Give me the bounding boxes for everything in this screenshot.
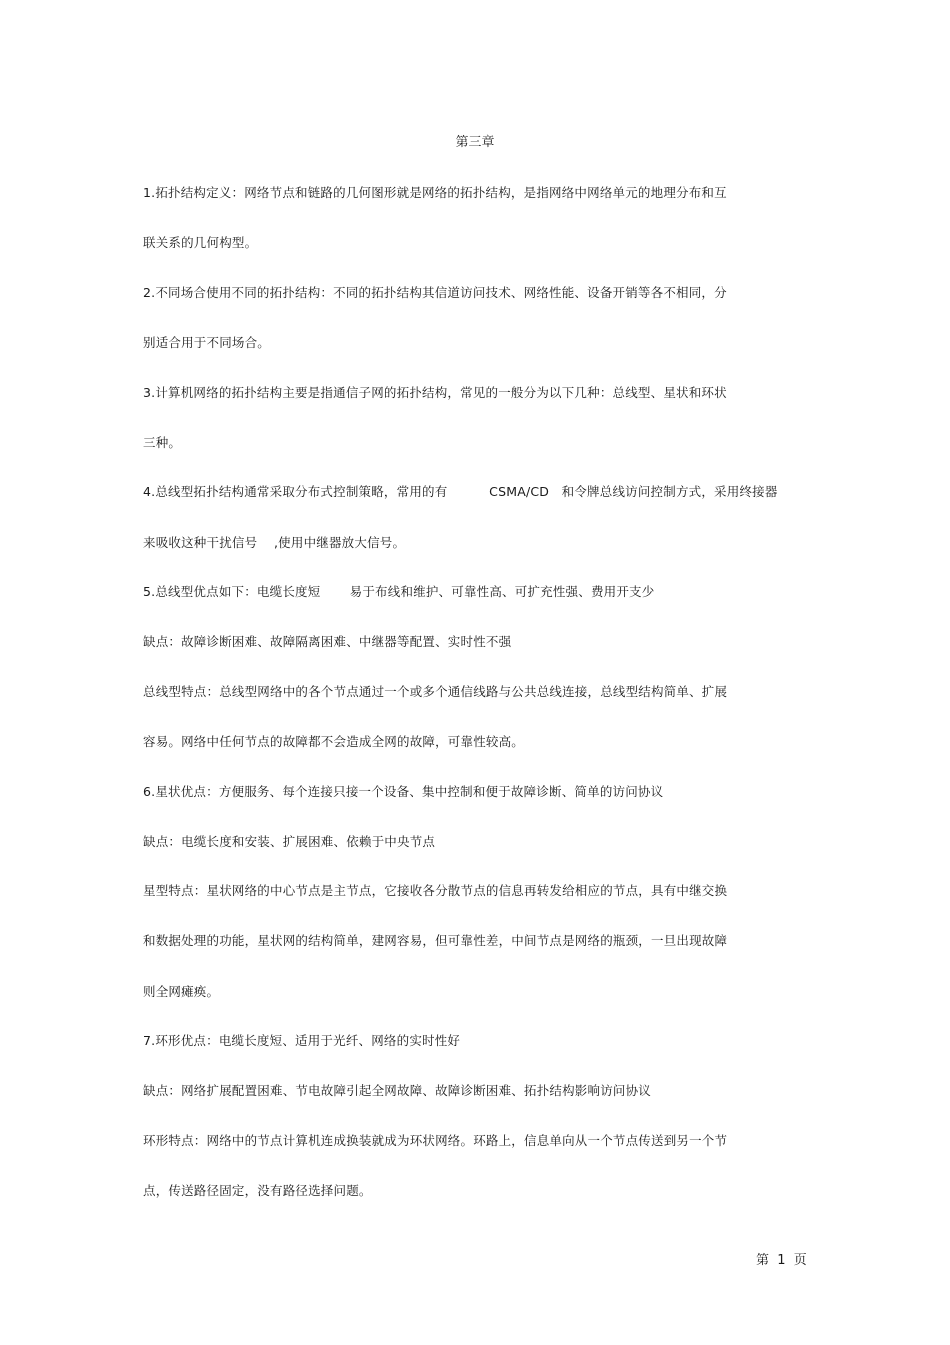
text-line-20: 环形特点：网络中的节点计算机连成换装就成为环状网络。环路上，信息单向从一个节点传送到另一个节 <box>143 1133 728 1148</box>
text-line-10: 缺点：故障诊断困难、故障隔离困难、中继器等配置、实时性不强 <box>143 634 512 649</box>
chapter-title: 第三章 <box>455 135 495 150</box>
page-number: 第 1 页 <box>756 1253 807 1268</box>
text-line-17: 则全网瘫痪。 <box>143 984 220 999</box>
text-line-13: 6.星状优点：方便服务、每个连接只接一个设备、集中控制和便于故障诊断、简单的访问协议 <box>143 784 664 799</box>
text-line-8: 来吸收这种干扰信号 ,使用中继器放大信号。 <box>143 535 406 550</box>
text-line-1: 1.拓扑结构定义：网络节点和链路的几何图形就是网络的拓扑结构，是指网络中网络单元的地理分布和互 <box>143 185 727 200</box>
text-line-2: 联关系的几何构型。 <box>143 235 258 250</box>
text-line-15: 星型特点：星状网络的中心节点是主节点，它接收各分散节点的信息再转发给相应的节点，具有中继交换 <box>143 883 728 898</box>
text-line-11: 总线型特点：总线型网络中的各个节点通过一个或多个通信线路与公共总线连接，总线型结构简单、扩展 <box>143 684 728 699</box>
text-line-6: 三种。 <box>143 435 182 450</box>
text-line-18: 7.环形优点：电缆长度短、适用于光纤、网络的实时性好 <box>143 1033 461 1048</box>
text-line-9: 5.总线型优点如下：电缆长度短 易于布线和维护、可靠性高、可扩充性强、费用开支少 <box>143 584 655 599</box>
text-line-19: 缺点：网络扩展配置困难、节电故障引起全网故障、故障诊断困难、拓扑结构影响访问协议 <box>143 1083 652 1098</box>
text-line-12: 容易。网络中任何节点的故障都不会造成全网的故障，可靠性较高。 <box>143 734 525 749</box>
text-line-14: 缺点：电缆长度和安装、扩展困难、依赖于中央节点 <box>143 834 436 849</box>
text-line-5: 3.计算机网络的拓扑结构主要是指通信子网的拓扑结构，常见的一般分为以下几种：总线型、星状和环状 <box>143 385 727 400</box>
text-line-3: 2.不同场合使用不同的拓扑结构：不同的拓扑结构其信道访问技术、网络性能、设备开销等各不相同，分 <box>143 285 727 300</box>
text-line-21: 点，传送路径固定，没有路径选择问题。 <box>143 1183 372 1198</box>
text-line-16: 和数据处理的功能，星状网的结构简单，建网容易，但可靠性差，中间节点是网络的瓶颈，一旦出现故障 <box>143 933 728 948</box>
text-line-4: 别适合用于不同场合。 <box>143 335 271 350</box>
text-line-7: 4.总线型拓扑结构通常采取分布式控制策略，常用的有 CSMA/CD 和令牌总线访问控制方式，采用终接器 <box>143 484 778 499</box>
